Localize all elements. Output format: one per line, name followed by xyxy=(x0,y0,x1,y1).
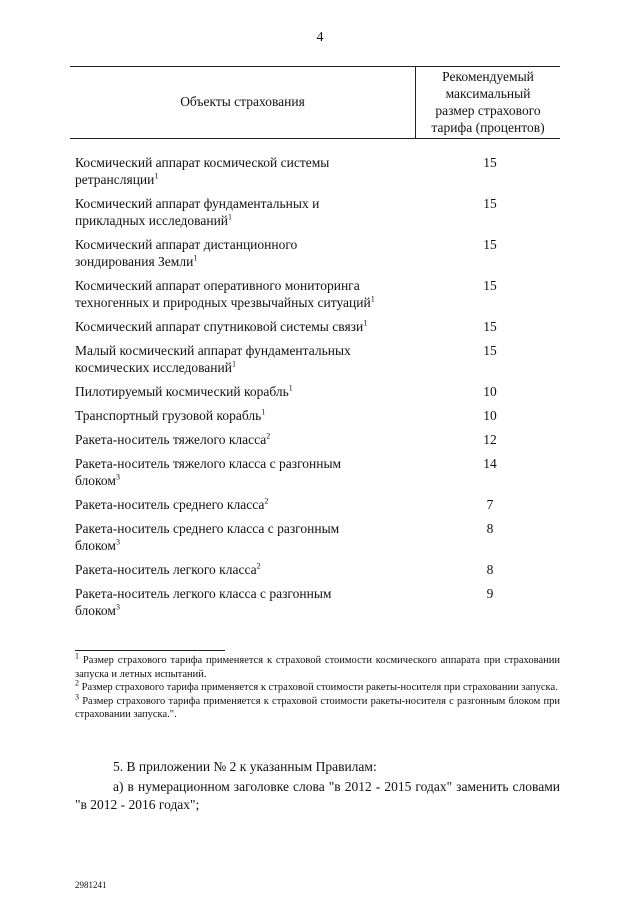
tariff-value: 8 xyxy=(486,521,494,536)
insurance-object-line xyxy=(75,496,420,513)
footnote xyxy=(75,692,561,722)
footnote-mark: 3 xyxy=(75,692,79,701)
footnote-text: Размер страхового тарифа применяется к страховой стоимости ракеты-носителя с разгонным блоком при страховании запуска.". xyxy=(75,695,561,720)
insurance-object-line xyxy=(75,294,420,311)
table-row xyxy=(75,561,560,578)
footnote xyxy=(75,651,560,681)
insurance-object xyxy=(75,520,420,554)
footnote-marker: 2 xyxy=(264,496,269,506)
footnote-separator xyxy=(75,650,225,651)
insurance-object-text: космических исследований xyxy=(75,360,232,375)
table-row xyxy=(75,154,560,188)
insurance-table-body xyxy=(75,154,560,626)
insurance-object-text: Космический аппарат спутниковой системы связи xyxy=(75,319,364,334)
table-row xyxy=(75,277,560,311)
footnote-marker: 1 xyxy=(261,407,266,417)
insurance-object xyxy=(75,277,420,311)
insurance-object-line: Ракета-носитель легкого класса с разгонным xyxy=(75,586,332,601)
insurance-object-text: Ракета-носитель тяжелого класса xyxy=(75,432,267,447)
footnote-marker: 2 xyxy=(256,561,261,571)
insurance-object-line xyxy=(75,602,420,619)
tariff-value: 10 xyxy=(483,408,497,423)
paragraph-appendix-2: 5. В приложении № 2 к указанным Правилам: xyxy=(113,759,377,774)
tariff-value: 12 xyxy=(483,432,497,447)
tariff-value: 9 xyxy=(486,586,494,601)
insurance-object-line xyxy=(75,561,420,578)
insurance-object-line xyxy=(75,537,420,554)
table-header-rate-line: максимальный xyxy=(445,86,531,101)
footnote-marker: 1 xyxy=(288,383,293,393)
insurance-object-line xyxy=(75,171,420,188)
footnote-marker: 2 xyxy=(266,431,271,441)
insurance-object-line xyxy=(75,318,420,335)
table-row xyxy=(75,318,560,335)
insurance-object xyxy=(75,431,420,448)
table-row xyxy=(75,342,560,376)
footnote-marker: 1 xyxy=(231,359,236,369)
tariff-value: 7 xyxy=(486,497,494,512)
insurance-object-line xyxy=(75,383,420,400)
insurance-object-line: Космический аппарат оперативного мониторинга xyxy=(75,278,360,293)
insurance-object xyxy=(75,585,420,619)
insurance-object-text: техногенных и природных чрезвычайных ситуаций xyxy=(75,295,371,310)
insurance-object-line: Ракета-носитель тяжелого класса с разгонным xyxy=(75,456,342,471)
table-row xyxy=(75,520,560,554)
insurance-object-line xyxy=(75,359,420,376)
insurance-object xyxy=(75,195,420,229)
table-header-rate xyxy=(416,68,560,136)
table-header-rate-line: Рекомендуемый xyxy=(442,69,534,84)
insurance-object xyxy=(75,236,420,270)
insurance-object-text: блоком xyxy=(75,538,116,553)
insurance-object-line: Малый космический аппарат фундаментальных xyxy=(75,343,351,358)
footnote-text: Размер страхового тарифа применяется к страховой стоимости космического аппарата при страховании запуска и летных испытаний. xyxy=(75,655,560,680)
insurance-object-text: Пилотируемый космический корабль xyxy=(75,384,289,399)
footnotes xyxy=(75,651,561,722)
insurance-object xyxy=(75,318,420,335)
insurance-object-line xyxy=(75,431,420,448)
table-row xyxy=(75,496,560,513)
insurance-object xyxy=(75,154,420,188)
footnote-marker: 1 xyxy=(228,212,233,222)
insurance-object xyxy=(75,496,420,513)
body-text xyxy=(75,758,560,816)
tariff-value: 15 xyxy=(483,343,497,358)
insurance-object-text: Ракета-носитель легкого класса xyxy=(75,562,257,577)
footnote-marker: 1 xyxy=(363,318,368,328)
page-number: 4 xyxy=(316,30,324,45)
table-row xyxy=(75,585,560,619)
tariff-value: 15 xyxy=(483,155,497,170)
tariff-value: 8 xyxy=(486,562,494,577)
table-row xyxy=(75,431,560,448)
footnote-mark: 2 xyxy=(75,678,79,688)
footnote-marker: 1 xyxy=(193,253,198,263)
table-header-objects: Объекты страхования xyxy=(180,94,305,109)
table-row xyxy=(75,383,560,400)
footnote-marker: 1 xyxy=(154,171,159,181)
insurance-object xyxy=(75,383,420,400)
tariff-value: 15 xyxy=(483,278,497,293)
footnote-marker: 3 xyxy=(115,472,120,482)
insurance-object xyxy=(75,561,420,578)
table-header-rate-line: размер страхового xyxy=(435,103,541,118)
tariff-value: 14 xyxy=(483,456,497,471)
footnote-marker: 3 xyxy=(115,537,120,547)
footnote-mark: 1 xyxy=(75,651,79,661)
insurance-object-line: Космический аппарат дистанционного xyxy=(75,237,298,252)
insurance-object-text: зондирования Земли xyxy=(75,254,194,269)
insurance-object-line xyxy=(75,212,420,229)
table-row xyxy=(75,407,560,424)
tariff-value: 15 xyxy=(483,196,497,211)
table-row xyxy=(75,236,560,270)
insurance-object-text: Транспортный грузовой корабль xyxy=(75,408,262,423)
document-id: 2981241 xyxy=(75,880,107,890)
insurance-object xyxy=(75,407,420,424)
insurance-object-text: прикладных исследований xyxy=(75,213,229,228)
table-row xyxy=(75,455,560,489)
insurance-object xyxy=(75,455,420,489)
footnote xyxy=(75,678,560,695)
tariff-value: 15 xyxy=(483,319,497,334)
insurance-object xyxy=(75,342,420,376)
table-row xyxy=(75,195,560,229)
insurance-object-text: ретрансляции xyxy=(75,172,155,187)
insurance-object-text: блоком xyxy=(75,473,116,488)
insurance-object-text: Ракета-носитель среднего класса xyxy=(75,497,265,512)
tariff-value: 10 xyxy=(483,384,497,399)
insurance-object-line xyxy=(75,407,420,424)
footnote-marker: 3 xyxy=(115,602,120,612)
insurance-object-line xyxy=(75,472,420,489)
tariff-value: 15 xyxy=(483,237,497,252)
insurance-object-line: Космический аппарат фундаментальных и xyxy=(75,196,320,211)
footnote-text: Размер страхового тарифа применяется к страховой стоимости ракеты-носителя при страховании запуска. xyxy=(81,682,558,693)
insurance-object-text: блоком xyxy=(75,603,116,618)
paragraph-amendment-a: а) в нумерационном заголовке слова "в 2012 - 2015 годах" заменить словами "в 2012 - 2016 годах"; xyxy=(75,779,560,812)
insurance-object-line xyxy=(75,253,420,270)
table-header-rate-line: тарифа (процентов) xyxy=(431,120,545,135)
table-header-bottom-rule xyxy=(70,138,560,139)
insurance-object-line: Ракета-носитель среднего класса с разгонным xyxy=(75,521,340,536)
footnote-marker: 1 xyxy=(370,294,375,304)
insurance-object-line: Космический аппарат космической системы xyxy=(75,155,330,170)
